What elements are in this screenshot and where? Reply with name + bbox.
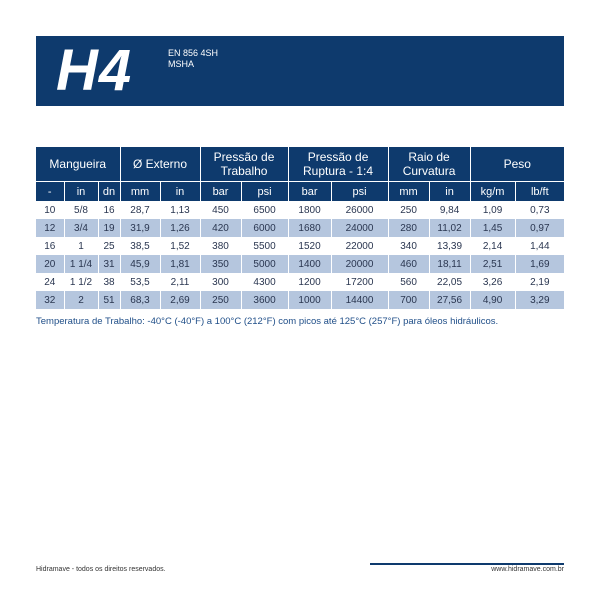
table-cell: 0,73: [515, 201, 564, 219]
table-cell: 420: [200, 219, 241, 237]
table-cell: 38,5: [120, 237, 160, 255]
table-cell: 1800: [288, 201, 331, 219]
column-header: psi: [331, 182, 388, 202]
table-cell: 17200: [331, 273, 388, 291]
table-cell: 1,69: [515, 255, 564, 273]
table-cell: 250: [200, 291, 241, 309]
table-cell: 28,7: [120, 201, 160, 219]
table-cell: 10: [44, 204, 56, 216]
spec-block: [168, 48, 218, 70]
table-cell: 1: [64, 237, 98, 255]
table-cell: 2,51: [470, 255, 515, 273]
table-cell: 1,81: [160, 255, 200, 273]
table-cell: 68,3: [120, 291, 160, 309]
table-cell: 1 1/2: [64, 273, 98, 291]
table-cell: 1000: [288, 291, 331, 309]
table-cell: 24: [44, 276, 56, 288]
footer-divider: [370, 563, 564, 565]
table-cell: 6000: [241, 219, 288, 237]
column-header: mm: [120, 182, 160, 202]
table-cell: 380: [200, 237, 241, 255]
group-pressao-ruptura: Pressão de Ruptura - 1:4: [288, 147, 388, 182]
table-cell: 16: [98, 201, 120, 219]
table-cell: 2: [64, 291, 98, 309]
table-cell: 4,90: [470, 291, 515, 309]
table-cell: 26000: [331, 201, 388, 219]
table-cell: 1400: [288, 255, 331, 273]
temperature-note: Temperatura de Trabalho: -40°C (-40°F) a 100°C (212°F) com picos até 125°C (257°F) para óleos hidráulicos.: [36, 316, 499, 327]
table-cell: 51: [98, 291, 120, 309]
table-row: [36, 255, 564, 273]
table-cell: 14400: [331, 291, 388, 309]
table-cell: 18,11: [429, 255, 470, 273]
table-cell: 1,45: [470, 219, 515, 237]
table-cell: 2,14: [470, 237, 515, 255]
group-mangueira: Mangueira: [36, 147, 120, 182]
table-row: [36, 273, 564, 291]
table-cell: 19: [98, 219, 120, 237]
table-cell: 1,44: [515, 237, 564, 255]
column-header: dn: [98, 182, 120, 202]
table-cell: 1 1/4: [64, 255, 98, 273]
table-cell: 1,26: [160, 219, 200, 237]
column-header: in: [64, 182, 98, 202]
table-cell: 1680: [288, 219, 331, 237]
table-cell: 1520: [288, 237, 331, 255]
table-cell: 27,56: [429, 291, 470, 309]
table-cell: 5000: [241, 255, 288, 273]
table-cell: 5500: [241, 237, 288, 255]
table-cell: 0,97: [515, 219, 564, 237]
table-cell: 38: [98, 273, 120, 291]
table-cell: 20: [36, 255, 64, 273]
table-cell: 1,52: [160, 237, 200, 255]
table-cell: 3/4: [64, 219, 98, 237]
table-row: [36, 201, 564, 219]
table-cell: 2,19: [515, 273, 564, 291]
group-raio: Raio de Curvatura: [388, 147, 470, 182]
footer-copyright: Hidramave - todos os direitos reservados.: [36, 566, 166, 573]
group-peso: Peso: [470, 147, 564, 182]
table-cell: 700: [388, 291, 429, 309]
table-body: [36, 201, 564, 309]
table-cell: 1200: [288, 273, 331, 291]
column-header: bar: [200, 182, 241, 202]
table-cell: 350: [200, 255, 241, 273]
table-cell: 22000: [331, 237, 388, 255]
column-header: in: [160, 182, 200, 202]
table-cell: 560: [388, 273, 429, 291]
product-logo: H4: [56, 38, 133, 103]
table-cell: 5/8: [64, 201, 98, 219]
table-cell: 300: [200, 273, 241, 291]
table-cell: 2,69: [160, 291, 200, 309]
group-pressao-trabalho: Pressão de Trabalho: [200, 147, 288, 182]
table-cell: 460: [388, 255, 429, 273]
table-cell: 24000: [331, 219, 388, 237]
table-row: [36, 291, 564, 309]
table-cell: 1,13: [160, 201, 200, 219]
table-cell: 3600: [241, 291, 288, 309]
footer-website: www.hidramave.com.br: [491, 566, 564, 573]
group-externo: Ø Externo: [120, 147, 200, 182]
table-cell: 450: [200, 201, 241, 219]
table-cell: 9,84: [429, 201, 470, 219]
header-banner: [36, 36, 564, 106]
table-cell: 13,39: [429, 237, 470, 255]
table-cell: 2,11: [160, 273, 200, 291]
table-cell: 11,02: [429, 219, 470, 237]
table-cell: 32: [36, 291, 64, 309]
table-cell: 6500: [241, 201, 288, 219]
table-row: [36, 219, 564, 237]
spec-certification: MSHA: [168, 59, 195, 69]
column-header: psi: [241, 182, 288, 202]
table-cell: 31: [98, 255, 120, 273]
table-cell: 12: [36, 219, 64, 237]
column-header: lb/ft: [515, 182, 564, 202]
column-header: in: [429, 182, 470, 202]
table-cell: 3,29: [515, 291, 564, 309]
table-cell: 280: [388, 219, 429, 237]
table-cell: 22,05: [429, 273, 470, 291]
column-header: bar: [288, 182, 331, 202]
table-cell: 20000: [331, 255, 388, 273]
sub-header-row: [36, 182, 564, 202]
table-cell: 16: [44, 240, 56, 252]
table-cell: 45,9: [120, 255, 160, 273]
spec-standard: EN 856 4SH: [168, 48, 219, 58]
table-cell: 250: [388, 201, 429, 219]
table-cell: 340: [388, 237, 429, 255]
table-cell: 3,26: [470, 273, 515, 291]
table-cell: 1,09: [470, 201, 515, 219]
specs-table: [36, 147, 564, 309]
table-cell: 31,9: [120, 219, 160, 237]
table-cell: 4300: [241, 273, 288, 291]
column-header: kg/m: [470, 182, 515, 202]
table-cell: 53,5: [120, 273, 160, 291]
column-header: mm: [388, 182, 429, 202]
column-header: -: [36, 182, 64, 202]
table-row: [36, 237, 564, 255]
table-cell: 25: [98, 237, 120, 255]
